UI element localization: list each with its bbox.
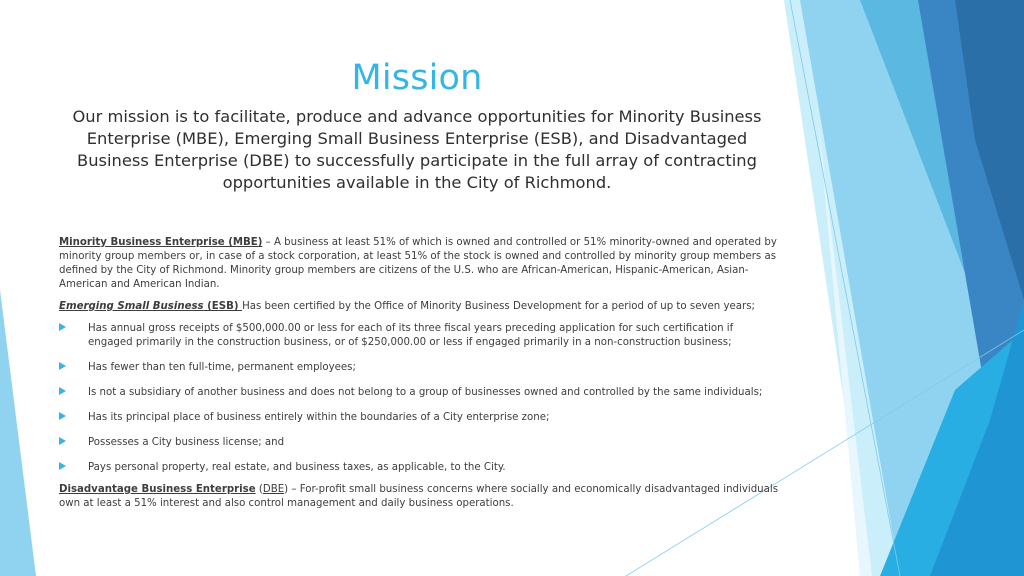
slide-title: Mission: [351, 58, 483, 98]
list-item: [59, 386, 779, 400]
triangle-arrow-icon: [59, 437, 66, 445]
mbe-text: – A business at least 51% of which is owned and controlled or 51% minority-owned and operated by minority group members or, in case of a stock corporation, at least 51% of the stock is owned and controlled by minority group members as defined by the City of Richmond. Minority group members are citizens of the U.S. who are African-American, Hispanic-American, Asian-American and American Indian.: [59, 237, 777, 290]
dbe-abbr: DBE: [262, 484, 285, 495]
list-item: [59, 436, 779, 450]
triangle-arrow-icon: [59, 362, 66, 370]
triangle-arrow-icon: [59, 462, 66, 470]
slide-body: [59, 236, 779, 519]
dbe-abbr-open: (: [255, 484, 263, 495]
list-item-text: Has its principal place of business entirely within the boundaries of a City enterprise zone;: [88, 412, 550, 423]
dbe-definition: [59, 483, 779, 511]
list-item: [59, 411, 779, 425]
list-item: [59, 361, 779, 375]
dbe-abbr-close: ): [284, 484, 289, 495]
list-item: [59, 322, 779, 350]
triangle-arrow-icon: [59, 412, 66, 420]
dbe-text: – For-profit small business concerns where socially and economically disadvantaged individuals own at least a 51% interest and also control management and daily business operations.: [59, 484, 779, 509]
mbe-definition: [59, 236, 779, 292]
list-item-text: Is not a subsidiary of another business and does not belong to a group of businesses owned and controlled by the same individuals;: [88, 387, 763, 398]
triangle-arrow-icon: [59, 387, 66, 395]
esb-term: Emerging Small Business: [59, 301, 204, 312]
esb-abbr: (ESB): [203, 301, 243, 312]
triangle-arrow-icon: [59, 323, 66, 331]
list-item-text: Possesses a City business license; and: [88, 437, 285, 448]
list-item: [59, 461, 779, 475]
esb-text: Has been certified by the Office of Minority Business Development for a period of up to seven years;: [242, 301, 755, 312]
list-item-text: Pays personal property, real estate, and business taxes, as applicable, to the City.: [88, 462, 506, 473]
mission-statement: Our mission is to facilitate, produce and advance opportunities for Minority Business Enterprise (MBE), Emerging Small Business Enterprise (ESB), and Disadvantaged Business Enterprise (DBE) to successfully participate in the full array of contracting opportunities available in the City of Richmond.: [72, 107, 762, 192]
dbe-term: Disadvantage Business Enterprise: [59, 484, 256, 495]
left-accent-shape: [0, 290, 36, 576]
esb-criteria-list: [59, 322, 779, 475]
mbe-term: Minority Business Enterprise (MBE): [59, 237, 263, 248]
esb-definition: [59, 300, 779, 314]
list-item-text: Has annual gross receipts of $500,000.00 or less for each of its three fiscal years preceding application for such certification if engaged primarily in the construction business, or of $250,000.00 or less if engaged primarily in a non-construction business;: [88, 323, 734, 348]
list-item-text: Has fewer than ten full-time, permanent employees;: [88, 362, 356, 373]
